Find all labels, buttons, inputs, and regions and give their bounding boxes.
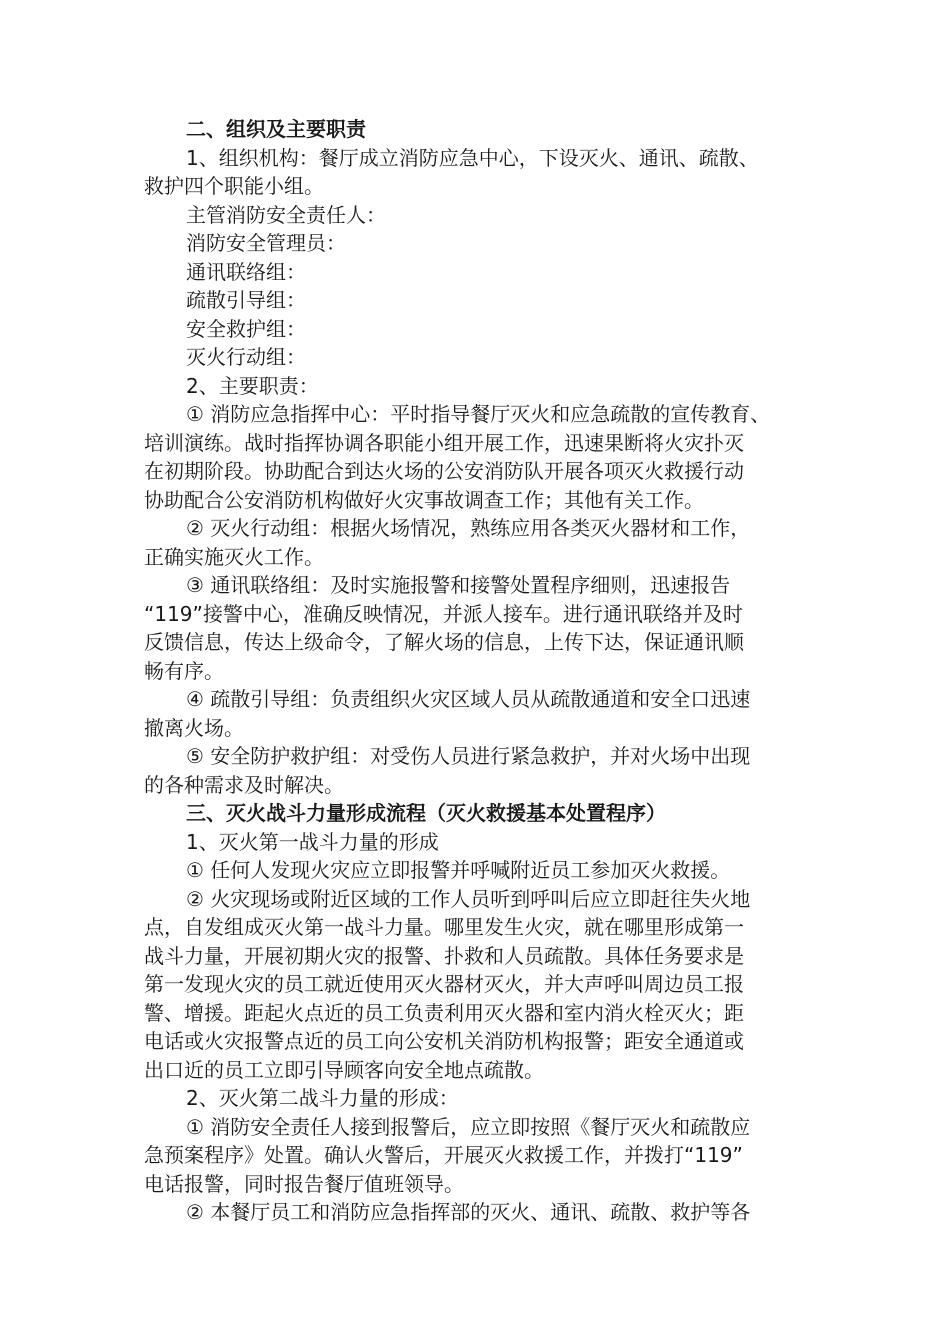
section-heading: 三、灭火战斗力量形成流程（灭火救援基本处置程序）	[186, 801, 666, 825]
text-line: ⑤ 安全防护救护组：对受伤人员进行紧急救护，并对火场中出现	[186, 744, 751, 768]
text-line: 救护四个职能小组。	[144, 174, 324, 198]
document-body	[144, 115, 810, 1227]
text-line: 1、灭火第一战斗力量的形成	[186, 829, 439, 854]
text-line: 急预案程序》处置。确认火警后，开展灭火救援工作，并拨打“119”	[144, 1143, 743, 1167]
text-line: 灭火行动组：	[186, 345, 306, 369]
text-line: 培训演练。战时指挥协调各职能小组开展工作，迅速果断将火灾扑灭	[144, 430, 744, 455]
text-line: “119”接警中心，准确反映情况，并派人接车。进行通讯联络并及时	[144, 601, 743, 626]
text-line: ② 火灾现场或附近区域的工作人员听到呼叫后应立即赶往失火地	[186, 886, 751, 911]
text-line: 疏散引导组：	[186, 288, 306, 312]
text-line: 第一发现火灾的员工就近使用灭火器材灭火，并大声呼叫周边员工报	[144, 972, 744, 996]
text-line: ② 灭火行动组：根据火场情况，熟练应用各类灭火器材和工作，	[186, 516, 751, 540]
text-line: 1、组织机构：餐厅成立消防应急中心，下设灭火、通讯、疏散、	[186, 145, 759, 170]
text-line: 电话报警，同时报告餐厅值班领导。	[144, 1171, 464, 1196]
text-line: 在初期阶段。协助配合到达火场的公安消防队开展各项灭火救援行动	[144, 459, 744, 483]
text-line: 安全救护组：	[186, 316, 306, 341]
text-line: 反馈信息，传达上级命令，了解火场的信息，上传下达，保证通讯顺	[144, 630, 744, 654]
text-line: 消防安全管理员：	[186, 231, 346, 255]
text-line: ① 消防应急指挥中心：平时指导餐厅灭火和应急疏散的宣传教育、	[186, 402, 771, 426]
text-line: 出口近的员工立即引导顾客向安全地点疏散。	[144, 1057, 544, 1082]
section-heading: 二、组织及主要职责	[186, 117, 366, 141]
text-line: 通讯联络组：	[186, 259, 306, 284]
text-line: 点，自发组成灭火第一战斗力量。哪里发生火灾，就在哪里形成第一	[144, 915, 744, 939]
text-line: 2、主要职责：	[186, 373, 319, 398]
text-line: 的各种需求及时解决。	[144, 772, 344, 797]
text-line: 战斗力量，开展初期火灾的报警、扑救和人员疏散。具体任务要求是	[144, 943, 744, 968]
text-line: ② 本餐厅员工和消防应急指挥部的灭火、通讯、疏散、救护等各	[186, 1200, 751, 1224]
text-line: ③ 通讯联络组：及时实施报警和接警处置程序细则，迅速报告	[186, 573, 731, 597]
text-line: 电话或火灾报警点近的员工向公安机关消防机构报警；距安全通道或	[144, 1029, 744, 1053]
text-line: ① 任何人发现火灾应立即报警并呼喊附近员工参加灭火救援。	[186, 858, 731, 882]
text-line: 2、灭火第二战斗力量的形成：	[186, 1086, 459, 1110]
text-line: 警、增援。距起火点近的员工负责利用灭火器和室内消火栓灭火；距	[144, 1000, 744, 1025]
text-line: 撤离火场。	[144, 715, 244, 740]
text-line: 主管消防安全责任人：	[186, 202, 386, 227]
text-line: 协助配合公安消防机构做好火灾事故调查工作；其他有关工作。	[144, 487, 704, 512]
text-line: 畅有序。	[144, 658, 224, 683]
text-line: 正确实施灭火工作。	[144, 544, 324, 569]
text-line: ① 消防安全责任人接到报警后，应立即按照《餐厅灭火和疏散应	[186, 1114, 751, 1139]
text-line: ④ 疏散引导组：负责组织火灾区域人员从疏散通道和安全口迅速	[186, 687, 751, 711]
